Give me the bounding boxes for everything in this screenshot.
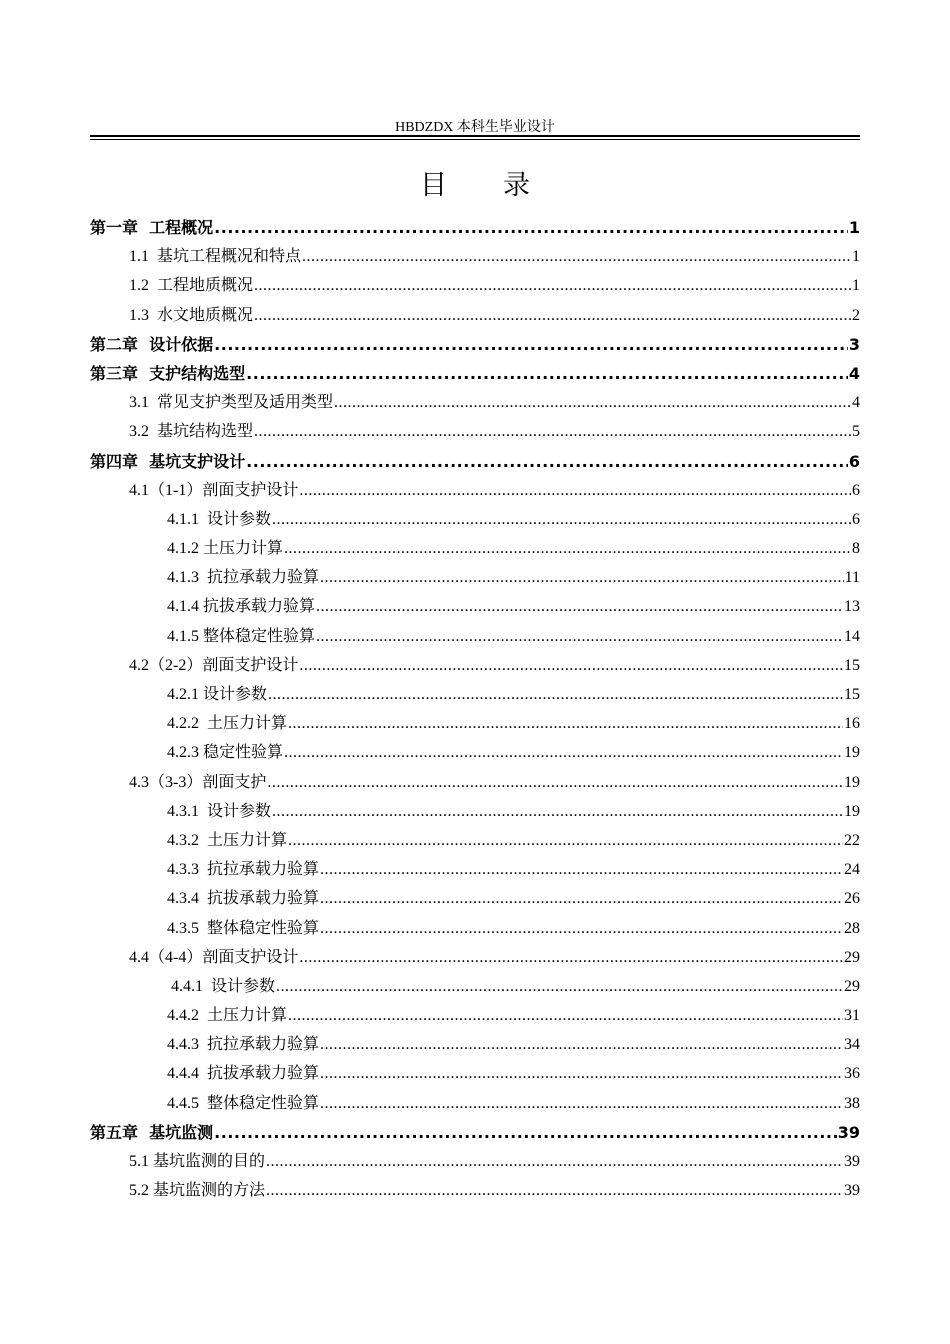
toc-page-number: 14	[844, 627, 860, 645]
toc-entry-label: 1.1 基坑工程概况和特点	[129, 248, 302, 266]
toc-page-number: 28	[844, 919, 860, 937]
toc-entry[interactable]	[90, 388, 860, 417]
toc-dot-leader	[246, 447, 848, 476]
toc-page-number: 31	[844, 1007, 860, 1025]
toc-entry[interactable]	[90, 1059, 860, 1088]
toc-entry[interactable]	[90, 1176, 860, 1205]
toc-entry-label: 5.1 基坑监测的目的	[129, 1153, 266, 1170]
toc-chapter-entry[interactable]	[90, 359, 860, 388]
toc-entry-label: 第三章 支护结构选型	[90, 363, 246, 383]
toc-dot-leader	[316, 622, 843, 651]
toc-entry-label: 4.2（2-2）剖面支护设计	[129, 656, 299, 674]
toc-dot-leader	[288, 826, 843, 855]
toc-entry-label: 4.3.3 抗拉承载力验算	[167, 861, 320, 879]
toc-dot-leader	[284, 534, 851, 563]
toc-page-number: 8	[852, 540, 860, 558]
toc-entry[interactable]	[90, 271, 860, 300]
toc-dot-leader	[272, 797, 843, 826]
toc-dot-leader	[214, 213, 848, 242]
toc-entry[interactable]	[90, 884, 860, 913]
toc-dot-leader	[302, 242, 851, 271]
toc-entry[interactable]	[90, 972, 860, 1001]
toc-entry[interactable]	[90, 768, 860, 797]
toc-dot-leader	[214, 1118, 837, 1147]
toc-dot-leader	[276, 972, 843, 1001]
toc-dot-leader	[268, 680, 843, 709]
toc-page-number: 39	[837, 1122, 860, 1142]
toc-page-number: 6	[848, 451, 860, 471]
toc-dot-leader	[272, 505, 851, 534]
toc-entry[interactable]	[90, 534, 860, 563]
toc-page-number: 19	[844, 744, 860, 762]
toc-dot-leader	[299, 651, 843, 680]
toc-entry[interactable]	[90, 301, 860, 330]
toc-entry[interactable]	[90, 505, 860, 534]
toc-entry-label: 4.4.2 土压力计算	[167, 1007, 288, 1025]
toc-dot-leader	[254, 417, 851, 446]
toc-entry-label: 第五章 基坑监测	[90, 1122, 214, 1142]
toc-dot-leader	[320, 855, 843, 884]
toc-entry-label: 4.1.5 整体稳定性验算	[167, 627, 316, 645]
toc-page-number: 1	[848, 218, 860, 237]
toc-entry[interactable]	[90, 563, 860, 592]
toc-entry[interactable]	[90, 417, 860, 446]
toc-entry[interactable]	[90, 1001, 860, 1030]
toc-page-number: 13	[844, 598, 860, 616]
toc-entry[interactable]	[90, 476, 860, 505]
toc-entry-label: 第四章 基坑支护设计	[90, 451, 246, 471]
toc-entry[interactable]	[90, 592, 860, 621]
toc-page-number: 39	[844, 1153, 860, 1170]
header-rule-thick	[90, 135, 860, 137]
toc-dot-leader	[320, 563, 844, 592]
toc-entry[interactable]	[90, 242, 860, 271]
toc-page-number: 2	[852, 306, 860, 324]
toc-entry-label: 1.3 水文地质概况	[129, 306, 254, 324]
toc-page-number: 1	[852, 248, 860, 266]
toc-page-number: 5	[852, 423, 860, 441]
toc-entry[interactable]	[90, 826, 860, 855]
toc-entry-label: 4.1.2 土压力计算	[167, 540, 284, 558]
toc-entry-label: 4.3.2 土压力计算	[167, 831, 288, 849]
toc-page-number: 11	[844, 569, 860, 587]
toc-dot-leader	[284, 738, 843, 767]
toc-page-number: 36	[844, 1065, 860, 1083]
toc-dot-leader	[334, 388, 851, 417]
toc-page-number: 29	[844, 948, 860, 966]
toc-page-number: 15	[844, 686, 860, 703]
toc-dot-leader	[266, 1147, 843, 1176]
page-header: HBDZDX 本科生毕业设计	[395, 120, 555, 135]
toc-entry-label: 第一章 工程概况	[90, 218, 214, 237]
toc-entry-label: 4.3.1 设计参数	[167, 802, 272, 820]
toc-dot-leader	[288, 1001, 843, 1030]
toc-entry[interactable]	[90, 1030, 860, 1059]
toc-page-number: 6	[852, 510, 860, 528]
table-of-contents	[90, 213, 860, 1205]
toc-entry-label: 4.3（3-3）剖面支护	[129, 773, 267, 791]
toc-entry[interactable]	[90, 1089, 860, 1118]
toc-page-number: 6	[852, 481, 860, 499]
toc-entry-label: 4.4.3 抗拉承载力验算	[167, 1036, 320, 1054]
toc-page-number: 39	[844, 1182, 860, 1200]
toc-chapter-entry[interactable]	[90, 447, 860, 476]
toc-page-number: 4	[852, 394, 860, 412]
toc-chapter-entry[interactable]	[90, 213, 860, 242]
toc-dot-leader	[299, 943, 843, 972]
toc-entry-label: 第二章 设计依据	[90, 334, 214, 354]
toc-entry[interactable]	[90, 943, 860, 972]
toc-page-number: 15	[844, 656, 860, 674]
toc-dot-leader	[267, 768, 843, 797]
header-rule-thin	[90, 139, 860, 140]
toc-entry-label: 1.2 工程地质概况	[129, 277, 254, 295]
toc-entry[interactable]	[90, 855, 860, 884]
toc-entry-label: 4.2.2 土压力计算	[167, 715, 288, 733]
toc-entry[interactable]	[90, 680, 860, 709]
toc-entry-label: 5.2 基坑监测的方法	[129, 1182, 266, 1200]
toc-entry-label: 4.4（4-4）剖面支护设计	[129, 948, 299, 966]
page-title: 目录	[420, 170, 586, 201]
toc-entry-label: 4.1.3 抗拉承载力验算	[167, 569, 320, 587]
toc-page-number: 38	[844, 1094, 860, 1112]
toc-entry-label: 4.1（1-1）剖面支护设计	[129, 481, 299, 499]
toc-entry-label: 4.2.1 设计参数	[167, 686, 268, 703]
toc-entry-label: 4.1.4 抗拔承载力验算	[167, 598, 316, 616]
toc-page-number: 19	[844, 802, 860, 820]
toc-dot-leader	[320, 1089, 843, 1118]
toc-dot-leader	[320, 884, 843, 913]
toc-dot-leader	[254, 301, 851, 330]
toc-entry[interactable]	[90, 622, 860, 651]
toc-dot-leader	[246, 359, 848, 388]
toc-entry-label: 4.2.3 稳定性验算	[167, 744, 284, 762]
toc-page-number: 1	[852, 277, 860, 295]
toc-entry-label: 4.1.1 设计参数	[167, 510, 272, 528]
toc-dot-leader	[320, 1059, 843, 1088]
toc-page-number: 26	[844, 890, 860, 908]
toc-entry-label: 4.3.5 整体稳定性验算	[167, 919, 320, 937]
toc-entry[interactable]	[90, 914, 860, 943]
toc-dot-leader	[266, 1176, 843, 1205]
toc-dot-leader	[320, 1030, 843, 1059]
toc-chapter-entry[interactable]	[90, 330, 860, 359]
toc-entry-label: 4.4.5 整体稳定性验算	[167, 1094, 320, 1112]
toc-page-number: 3	[848, 334, 860, 354]
toc-entry-label: 3.2 基坑结构选型	[129, 423, 254, 441]
toc-entry[interactable]	[90, 738, 860, 767]
toc-page-number: 29	[844, 977, 860, 995]
toc-page-number: 24	[844, 861, 860, 879]
toc-entry-label: 4.3.4 抗拔承载力验算	[167, 890, 320, 908]
toc-entry[interactable]	[90, 1147, 860, 1176]
toc-page-number: 22	[844, 831, 860, 849]
toc-page-number: 19	[844, 773, 860, 791]
toc-dot-leader	[254, 271, 851, 300]
toc-entry-label: 4.4.1 设计参数	[171, 977, 276, 995]
toc-page-number: 16	[844, 715, 860, 733]
toc-page-number: 34	[844, 1036, 860, 1054]
toc-dot-leader	[316, 592, 843, 621]
toc-dot-leader	[299, 476, 851, 505]
toc-entry-label: 4.4.4 抗拔承载力验算	[167, 1065, 320, 1083]
toc-entry[interactable]	[90, 709, 860, 738]
toc-dot-leader	[320, 914, 843, 943]
toc-chapter-entry[interactable]	[90, 1118, 860, 1147]
toc-entry[interactable]	[90, 651, 860, 680]
toc-entry[interactable]	[90, 797, 860, 826]
toc-page-number: 4	[848, 363, 860, 383]
toc-dot-leader	[214, 330, 848, 359]
toc-dot-leader	[288, 709, 843, 738]
toc-entry-label: 3.1 常见支护类型及适用类型	[129, 394, 334, 412]
